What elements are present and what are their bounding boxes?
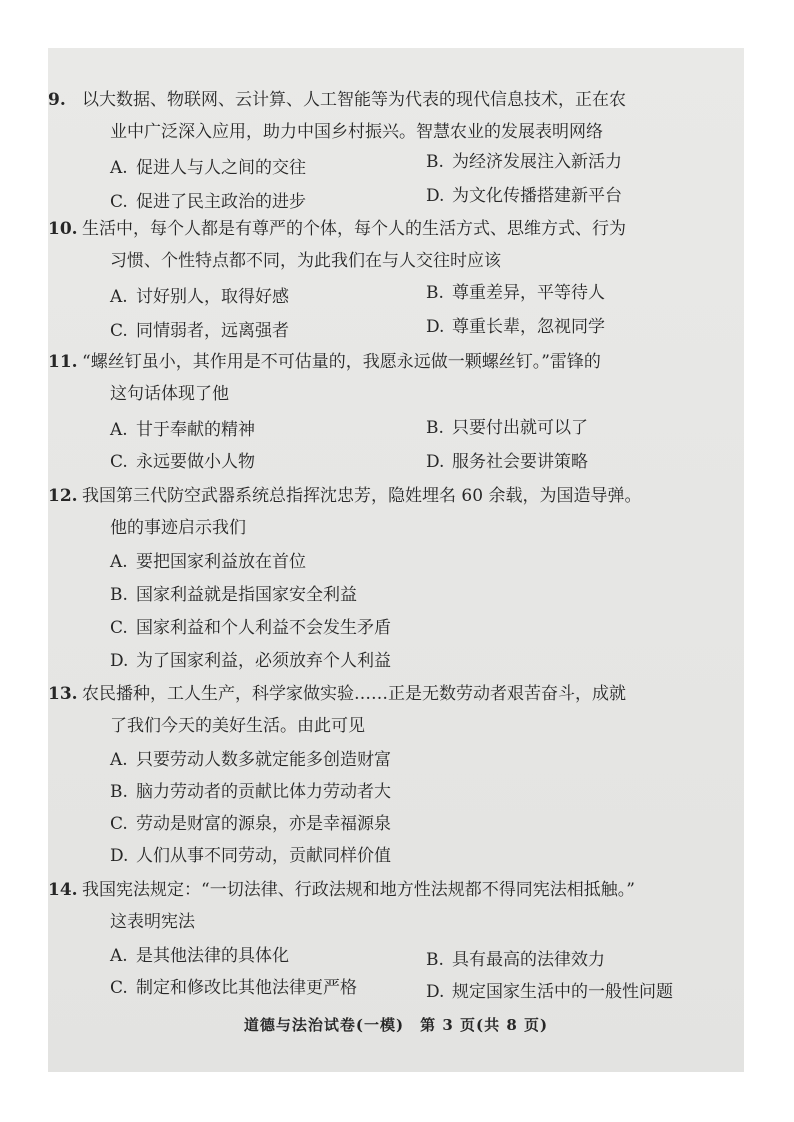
option-b[interactable] [110,776,391,809]
question-number: 14. [48,880,78,900]
option-d[interactable] [426,976,673,1009]
option-letter: D. [110,846,129,866]
option-letter: D. [426,317,445,337]
option-text: 劳动是财富的源泉，亦是幸福源泉 [136,814,391,834]
option-text: 国家利益和个人利益不会发生矛盾 [136,618,391,638]
option-text: 人们从事不同劳动，贡献同样价值 [136,846,391,866]
option-text: 促进了民主政治的进步 [136,192,306,212]
stem-text: 生活中，每个人都是有尊严的个体，每个人的生活方式、思维方式、行为 [82,219,626,239]
option-text: 服务社会要讲策略 [452,452,588,472]
option-letter: D. [426,186,445,206]
option-letter: A. [110,158,128,178]
option-text: 尊重差异，平等待人 [452,283,605,303]
option-text: 国家利益就是指国家安全利益 [136,585,357,605]
question-number: 12. [48,486,78,506]
option-letter: D. [110,651,129,671]
option-letter: C. [110,618,128,638]
question-number: 10. [48,219,78,239]
option-letter: A. [110,946,128,966]
option-d[interactable] [426,180,622,213]
option-text: 同情弱者，远离强者 [136,321,289,341]
option-text: 讨好别人，取得好感 [136,287,289,307]
option-letter: A. [110,287,128,307]
option-text: 促进人与人之间的交往 [136,158,306,178]
option-letter: A. [110,420,128,440]
option-text: 为了国家利益，必须放弃个人利益 [136,651,391,671]
option-text: 只要付出就可以了 [452,418,588,438]
option-d[interactable] [110,840,391,873]
question-stem-line-1 [48,213,626,246]
option-b[interactable] [110,579,357,612]
option-letter: C. [110,814,128,834]
option-b[interactable] [426,412,588,445]
option-a[interactable] [110,281,289,314]
option-c[interactable] [110,972,357,1005]
option-letter: C. [110,452,128,472]
question-stem-line-2: 他的事迹启示我们 [110,518,246,538]
option-c[interactable] [110,315,289,348]
question-stem-line-2: 习惯、个性特点都不同，为此我们在与人交往时应该 [110,251,501,271]
option-text: 脑力劳动者的贡献比体力劳动者大 [136,782,391,802]
option-letter: A. [110,552,128,572]
option-letter: B. [110,782,128,802]
option-a[interactable] [110,546,306,579]
option-a[interactable] [110,152,306,185]
option-text: 永远要做小人物 [136,452,255,472]
question-stem-line-2: 了我们今天的美好生活。由此可见 [110,716,365,736]
stem-text: 我国第三代防空武器系统总指挥沈忠芳，隐姓埋名 60 余载，为国造导弹。 [82,486,642,506]
option-a[interactable] [110,940,289,973]
option-letter: C. [110,321,128,341]
option-letter: D. [426,452,445,472]
option-letter: B. [110,585,128,605]
question-number: 11. [48,352,78,372]
option-d[interactable] [426,311,605,344]
option-letter: D. [426,982,445,1002]
option-letter: C. [110,978,128,998]
question-stem-line-2: 业中广泛深入应用，助力中国乡村振兴。智慧农业的发展表明网络 [110,122,603,142]
option-text: 为文化传播搭建新平台 [452,186,622,206]
question-stem-line-1 [48,480,642,513]
option-b[interactable] [426,277,605,310]
option-text: 是其他法律的具体化 [136,946,289,966]
stem-text: 我国宪法规定：“一切法律、行政法规和地方性法规都不得同宪法相抵触。” [82,880,635,900]
option-text: 为经济发展注入新活力 [452,152,622,172]
option-text: 尊重长辈，忽视同学 [452,317,605,337]
question-stem-line-1 [48,678,626,711]
question-number: 9. [48,90,66,110]
question-stem-line-1 [48,346,601,379]
option-a[interactable] [110,744,391,777]
exam-page [48,48,744,1072]
option-letter: B. [426,418,444,438]
option-text: 规定国家生活中的一般性问题 [452,982,673,1002]
option-text: 甘于奉献的精神 [136,420,255,440]
option-d[interactable] [426,446,588,479]
option-d[interactable] [110,645,391,678]
option-b[interactable] [426,146,622,179]
option-a[interactable] [110,414,255,447]
option-text: 具有最高的法律效力 [452,950,605,970]
option-text: 只要劳动人数多就定能多创造财富 [136,750,391,770]
option-letter: B. [426,950,444,970]
option-b[interactable] [426,944,605,977]
option-text: 制定和修改比其他法律更严格 [136,978,357,998]
question-stem-line-2: 这句话体现了他 [110,384,229,404]
option-letter: B. [426,152,444,172]
option-letter: C. [110,192,128,212]
option-c[interactable] [110,612,391,645]
question-number: 13. [48,684,78,704]
question-stem-line-2: 这表明宪法 [110,912,195,932]
option-c[interactable] [110,446,255,479]
stem-text: 以大数据、物联网、云计算、人工智能等为代表的现代信息技术，正在农 [82,90,626,110]
option-letter: B. [426,283,444,303]
option-c[interactable] [110,808,391,841]
stem-text: 农民播种，工人生产，科学家做实验……正是无数劳动者艰苦奋斗，成就 [82,684,626,704]
option-text: 要把国家利益放在首位 [136,552,306,572]
option-letter: A. [110,750,128,770]
question-stem-line-1 [48,874,635,907]
stem-text: “螺丝钉虽小，其作用是不可估量的，我愿永远做一颗螺丝钉。”雷锋的 [82,352,601,372]
page-footer: 道德与法治试卷(一模) 第 3 页(共 8 页) [243,1016,549,1034]
question-stem-line-1 [48,84,626,117]
